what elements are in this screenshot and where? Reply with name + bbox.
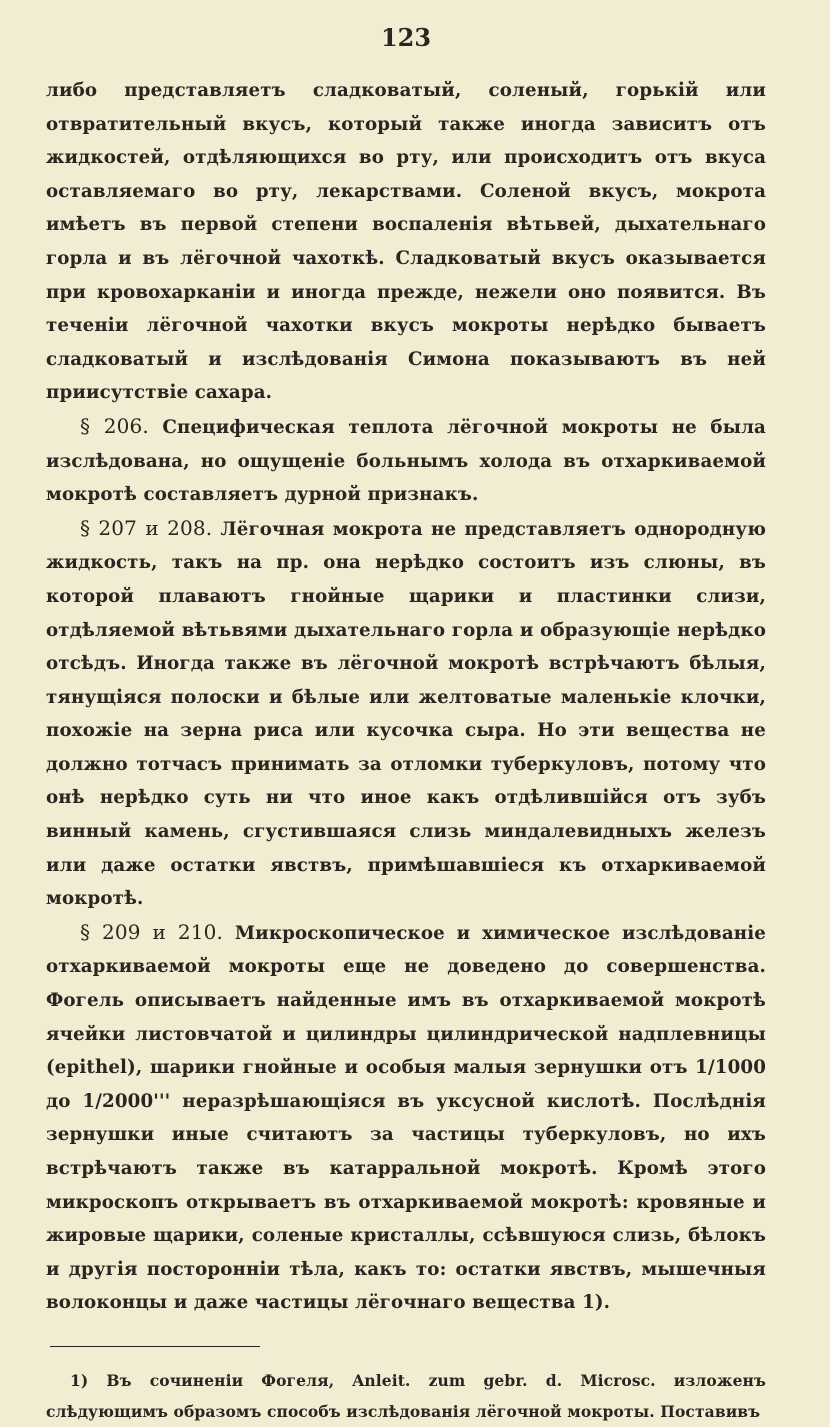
section-number: § 206. — [80, 413, 149, 438]
paragraph-text: либо представляетъ сладковатый, соленый, горькій или отвратительный вкусъ, который также иногда зависитъ отъ жидкостей, отдѣляющихся во рту, или происходитъ отъ вкуса оставляемаго во рту, лекарствами. Соленой вкусъ, мокрота имѣетъ въ первой степени воспаленія вѣтьвей, дыхательнаго горла и въ лёгочной чахоткѣ. Сладковатый вкусъ оказывается при кровохарканіи и иногда прежде, нежели оно появится. Въ теченіи лёгочной чахотки вкусъ мокроты нерѣдко бываетъ сладковатый и изслѣдованія Симона показываютъ въ ней приисутствіе сахара. — [46, 80, 766, 404]
footnote-divider — [50, 1346, 260, 1347]
section-number: § 209 и 210. — [80, 919, 224, 944]
section-206-paragraph — [46, 410, 766, 512]
page-number: 123 — [380, 23, 432, 52]
paragraph-text: Специфическая теплота лёгочной мокроты не была изслѣдована, но ощущеніе больнымъ холода въ отхаркиваемой мокротѣ составляетъ дурной признакъ. — [46, 416, 766, 506]
paragraph-text: Микроскопическое и химическое изслѣдованіе отхаркиваемой мокроты еще не доведено до совершенства. Фогель описываетъ найденные имъ въ отхаркиваемой мокротѣ ячейки листовчатой и цилиндры цилиндрической надплевницы (epithel), шарики гнойные и особыя малыя зернушки отъ 1/1000 до 1/2000''' неразрѣшающіяся въ уксусной кислотѣ. Послѣднія зернушки иные считаютъ за частицы туберкуловъ, но ихъ встрѣчаютъ также въ катарральной мокротѣ. Кромѣ этого микроскопъ открываетъ въ отхаркиваемой мокротѣ: кровяные и жировые щарики, соленые кристаллы, ссѣвшуюся слизь, бѣлокъ и другія посторонніи тѣла, какъ то: остатки явствъ, мышечныя волоконцы и даже частицы лёгочнаго вещества 1). — [46, 922, 766, 1314]
paragraph-text: Лёгочная мокрота не представляетъ однородную жидкость, такъ на пр. она нерѣдко состоитъ изъ слюны, въ которой плаваютъ гнойные щарики и пластинки слизи, отдѣляемой вѣтьвями дыхательнаго горла и образующіе нерѣдко отсѣдъ. Иногда также въ лёгочной мокротѣ встрѣчаютъ бѣлыя, тянущіяся полоски и бѣлые или желтоватые маленькіе клочки, похожіе на зерна риса или кусочка сыра. Но эти вещества не должно тотчасъ принимать за отломки туберкуловъ, потому что онѣ нерѣдко суть ни что иное какъ отдѣлившійся отъ зубъ винный камень, сгустившаяся слизь миндалевидныхъ железъ или даже остатки явствъ, примѣшавшіеся къ отхаркиваемой мокротѣ. — [46, 518, 766, 910]
paragraph-continuation — [46, 74, 766, 410]
section-207-208-paragraph — [46, 512, 766, 916]
footnote-text: 1) Въ сочиненіи Фогеля, Anleit. zum gebr. d. Microsc. изложенъ слѣдующимъ образомъ способъ изслѣдованія лёгочной мокроты. Поставивъ — [46, 1370, 766, 1421]
section-209-210-paragraph — [46, 916, 766, 1320]
footnote — [46, 1365, 766, 1427]
section-number: § 207 и 208. — [80, 515, 213, 540]
main-text — [46, 74, 766, 1320]
